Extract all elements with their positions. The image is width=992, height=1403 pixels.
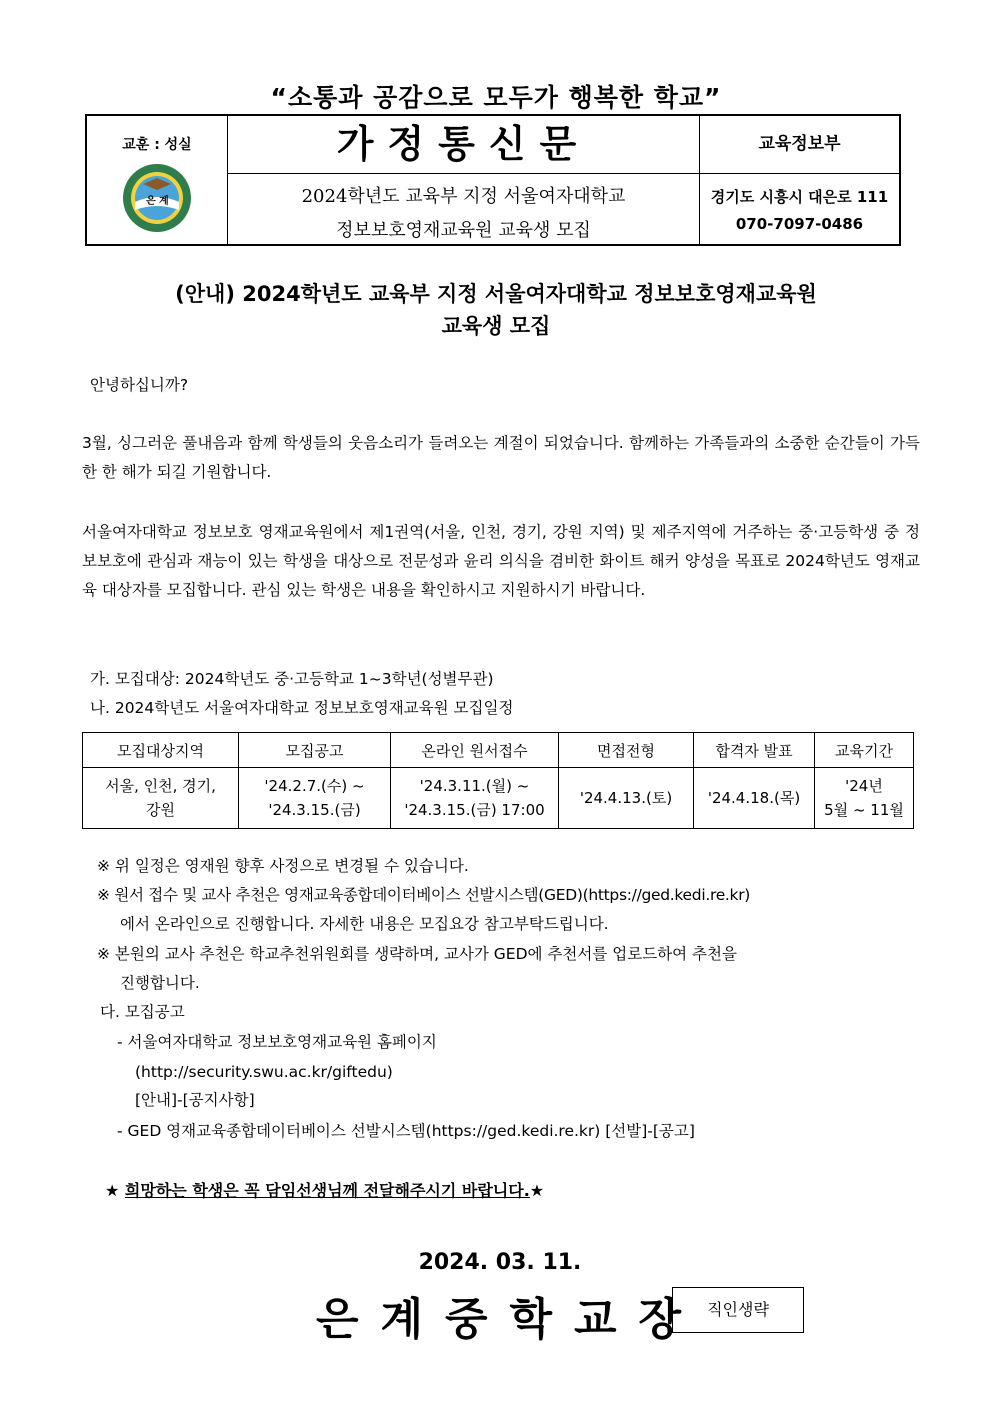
header-cell: 면접전형 bbox=[559, 733, 694, 768]
cell-text: 5월 ~ 11월 bbox=[824, 801, 904, 819]
school-motto: “소통과 공감으로 모두가 행복한 학교” bbox=[270, 83, 722, 112]
item-schedule: 나. 2024학년도 서울여자대학교 정보보호영재교육원 모집일정 bbox=[90, 699, 514, 717]
cell-text: '24.3.11.(월) ~ bbox=[419, 777, 530, 795]
subtitle-line-1: 2024학년도 교육부 지정 서울여자대학교 bbox=[301, 186, 626, 207]
subtitle-cell bbox=[228, 174, 700, 244]
motto-label: 교훈 : 성실 bbox=[122, 137, 192, 153]
table-row bbox=[83, 768, 914, 829]
cell-text: 강원 bbox=[146, 801, 175, 819]
header-cell: 온라인 원서접수 bbox=[391, 733, 559, 768]
cell-period bbox=[815, 768, 914, 829]
department: 교육정보부 bbox=[700, 116, 899, 174]
star-notice-text: 희망하는 학생은 꼭 담임선생님께 전달해주시기 바랍니다. bbox=[124, 1181, 530, 1200]
document-title-line-1: (안내) 2024학년도 교육부 지정 서울여자대학교 정보보호영재교육원 bbox=[175, 282, 817, 306]
header-cell: 모집대상지역 bbox=[83, 733, 239, 768]
link-swu-url[interactable]: (http://security.swu.ac.kr/giftedu) bbox=[135, 1063, 393, 1081]
header-box bbox=[85, 114, 901, 246]
greeting: 안녕하십니까? bbox=[90, 376, 189, 394]
star-icon: ★ bbox=[529, 1181, 545, 1200]
cell-region bbox=[83, 768, 239, 829]
school-phone: 070-7097-0486 bbox=[735, 215, 864, 233]
star-notice bbox=[105, 1178, 544, 1201]
subtitle-line-2: 정보보호영재교육원 교육생 모집 bbox=[336, 220, 591, 241]
item-announcement: 다. 모집공고 bbox=[100, 1003, 185, 1021]
cell-text: '24.3.15.(금) 17:00 bbox=[404, 801, 545, 819]
logo-char-left: 은 bbox=[146, 196, 156, 207]
logo-char-right: 계 bbox=[159, 196, 169, 207]
header-cell: 모집공고 bbox=[239, 733, 391, 768]
newsletter-title: 가정통신문 bbox=[336, 122, 591, 166]
cell-text: 서울, 인천, 경기, bbox=[105, 777, 216, 795]
cell-interview: '24.4.13.(토) bbox=[559, 768, 694, 829]
contact-cell bbox=[700, 174, 899, 244]
note-1: ※ 위 일정은 영재원 향후 사정으로 변경될 수 있습니다. bbox=[97, 857, 469, 875]
note-2-line-2: 에서 온라인으로 진행합니다. 자세한 내용은 모집요강 참고부탁드립니다. bbox=[120, 915, 609, 933]
title-cell bbox=[228, 116, 700, 174]
school-logo-icon bbox=[121, 162, 193, 234]
document-title-line-2: 교육생 모집 bbox=[441, 314, 551, 338]
paragraph-1: 3월, 싱그러운 풀내음과 함께 학생들의 웃음소리가 들려오는 계절이 되었습니다. 함께하는 가족들과의 소중한 순간들이 가득한 한 해가 되길 기원합니다. bbox=[82, 434, 920, 481]
schedule-table bbox=[82, 732, 914, 829]
cell-announce: '24.4.18.(목) bbox=[694, 768, 815, 829]
note-3-line-2: 진행합니다. bbox=[120, 974, 200, 992]
link-swu-homepage: - 서울여자대학교 정보보호영재교육원 홈페이지 bbox=[117, 1033, 437, 1051]
item-target: 가. 모집대상: 2024학년도 중·고등학교 1~3학년(성별무관) bbox=[90, 670, 494, 688]
cell-text: '24년 bbox=[845, 777, 883, 795]
note-3-line-1: ※ 본원의 교사 추천은 학교추천위원회를 생략하며, 교사가 GED에 추천서를 업로드하여 추천을 bbox=[97, 945, 737, 963]
link-swu-path: [안내]-[공지사항] bbox=[135, 1091, 255, 1109]
document-title bbox=[0, 278, 992, 342]
cell-text: '24.3.15.(금) bbox=[268, 801, 361, 819]
school-emblem-cell bbox=[87, 116, 228, 244]
principal-name: 은계중학교장 bbox=[316, 1294, 704, 1345]
paragraph-2: 서울여자대학교 정보보호 영재교육원에서 제1권역(서울, 인천, 경기, 강원 지역) 및 제주지역에 거주하는 중·고등학생 중 정보보호에 관심과 재능이 있는 학생을 대상으로 전문성과 윤리 의식을 겸비한 화이트 해커 양성을 목표로 2024학년도 영재교육 대상자를 모집합니다. 관심 있는 학생은 내용을 확인하시고 지원하시기 바랍니다. bbox=[82, 523, 920, 599]
issue-date: 2024. 03. 11. bbox=[418, 1250, 582, 1275]
star-icon: ★ bbox=[105, 1181, 120, 1200]
link-ged[interactable]: - GED 영재교육종합데이터베이스 선발시스템(https://ged.kedi.re.kr) [선발]-[공고] bbox=[117, 1122, 695, 1140]
cell-notice bbox=[239, 768, 391, 829]
note-2-line-1: ※ 원서 접수 및 교사 추천은 영재교육종합데이터베이스 선발시스템(GED)(https://ged.kedi.re.kr) bbox=[97, 886, 751, 904]
header-cell: 합격자 발표 bbox=[694, 733, 815, 768]
header-cell: 교육기간 bbox=[815, 733, 914, 768]
seal-box: 직인생략 bbox=[672, 1287, 804, 1333]
cell-online bbox=[391, 768, 559, 829]
school-address: 경기도 시흥시 대은로 111 bbox=[710, 188, 889, 206]
table-header-row bbox=[83, 733, 914, 768]
cell-text: '24.2.7.(수) ~ bbox=[264, 777, 365, 795]
